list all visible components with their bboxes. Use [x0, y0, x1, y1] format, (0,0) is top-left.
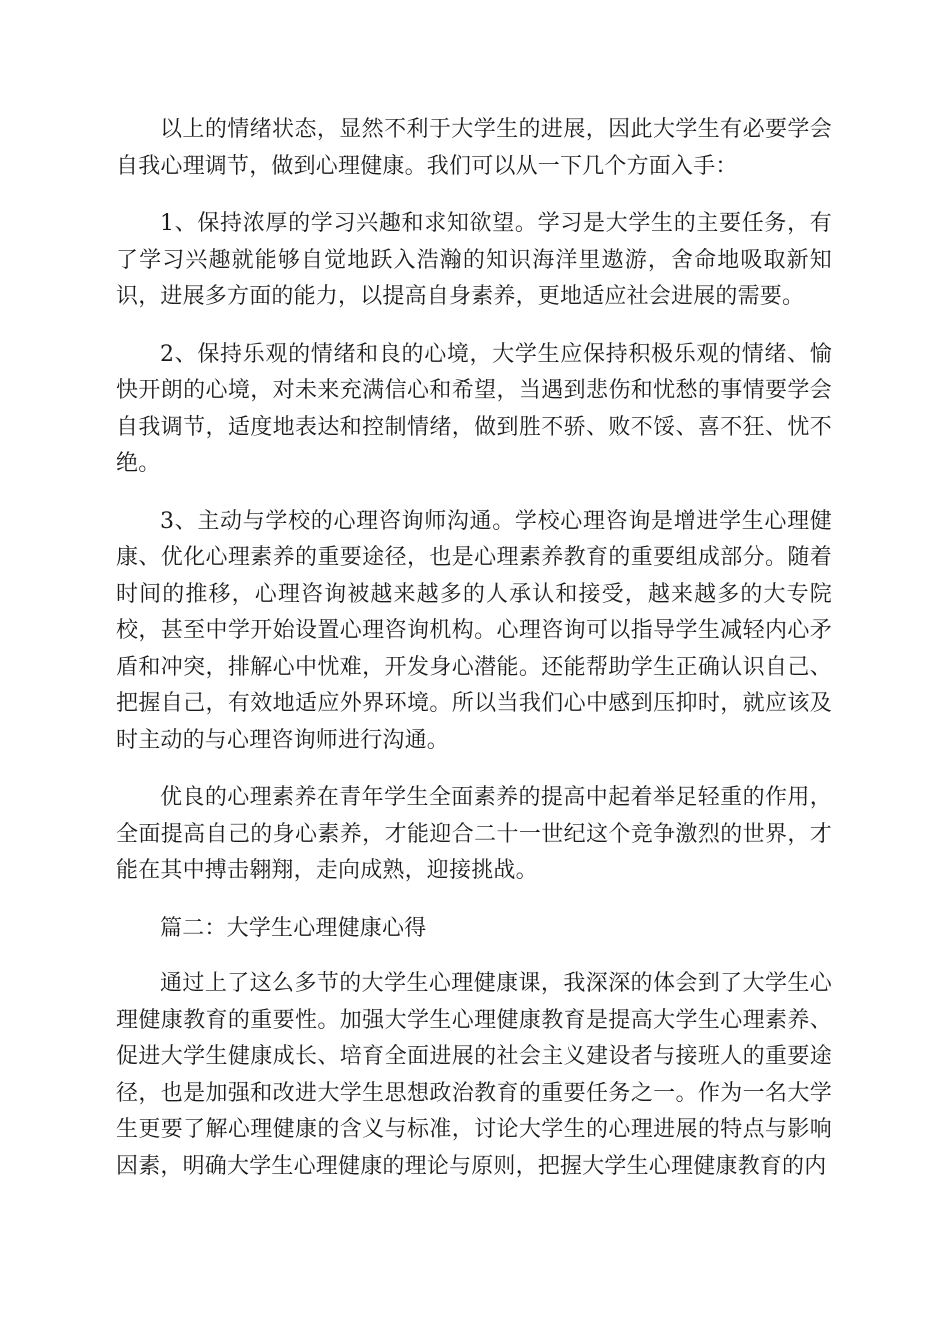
paragraph-intro: 以上的情绪状态，显然不利于大学生的进展，因此大学生有必要学会自我心理调节，做到心理健康。我们可以从一下几个方面入手：	[116, 117, 832, 179]
section-heading: 篇二：大学生心理健康心得	[160, 915, 427, 941]
paragraph-conclusion: 优良的心理素养在青年学生全面素养的提高中起着举足轻重的作用，全面提高自己的身心素养，才能迎合二十一世纪这个竞争激烈的世界，才能在其中搏击翱翔，走向成熟，迎接挑战。	[116, 785, 832, 883]
paragraph-point-3: 3、主动与学校的心理咨询师沟通。学校心理咨询是增进学生心理健康、优化心理素养的重要途径，也是心理素养教育的重要组成部分。随着时间的推移，心理咨询被越来越多的人承认和接受，越来越多的大专院校，甚至中学开始设置心理咨询机构。心理咨询可以指导学生减轻内心矛盾和冲突，排解心中忧难，开发身心潜能。还能帮助学生正确认识自己、把握自己，有效地适应外界环境。所以当我们心中感到压抑时，就应该及时主动的与心理咨询师进行沟通。	[116, 508, 832, 753]
paragraph-section-2-body: 通过上了这么多节的大学生心理健康课，我深深的体会到了大学生心理健康教育的重要性。加强大学生心理健康教育是提高大学生心理素养、促进大学生健康成长、培育全面进展的社会主义建设者与接班人的重要途径，也是加强和改进大学生思想政治教育的重要任务之一。作为一名大学生更要了解心理健康的含义与标准，讨论大学生的心理进展的特点与影响因素，明确大学生心理健康的理论与原则，把握大学生心理健康教育的内	[116, 971, 832, 1179]
paragraph-point-1: 1、保持浓厚的学习兴趣和求知欲望。学习是大学生的主要任务，有了学习兴趣就能够自觉地跃入浩瀚的知识海洋里遨游，舍命地吸取新知识，进展多方面的能力，以提高自身素养，更地适应社会进展的需要。	[116, 211, 832, 309]
document-page	[116, 112, 832, 1206]
paragraph-point-2: 2、保持乐观的情绪和良的心境，大学生应保持积极乐观的情绪、愉快开朗的心境，对未来充满信心和希望，当遇到悲伤和忧愁的事情要学会自我调节，适度地表达和控制情绪，做到胜不骄、败不馁、喜不狂、忧不绝。	[116, 341, 832, 476]
